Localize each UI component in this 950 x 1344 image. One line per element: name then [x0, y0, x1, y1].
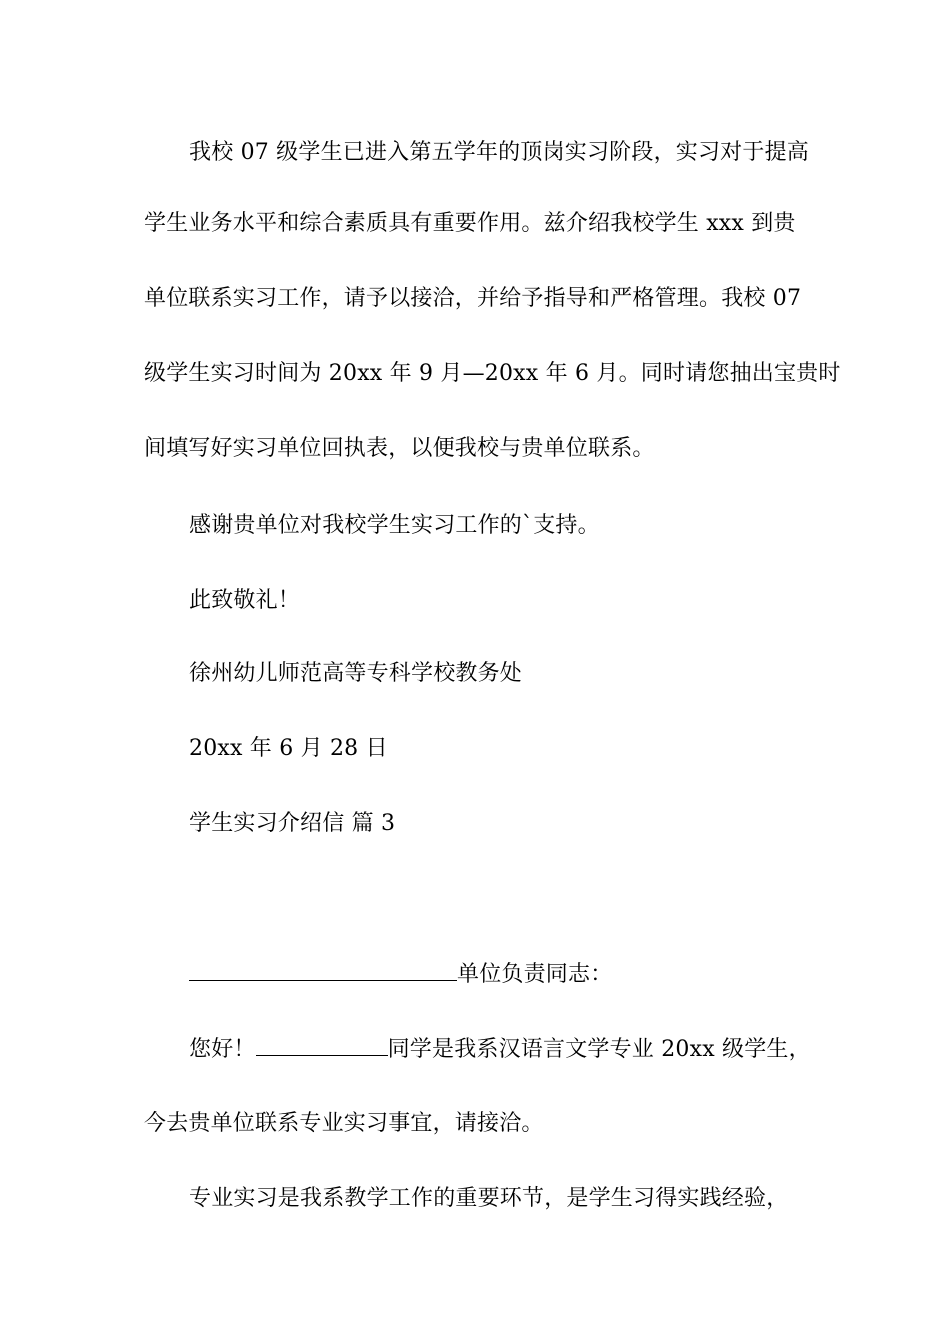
- closing-line: 此致敬礼！: [189, 588, 301, 613]
- student-name-blank[interactable]: [256, 1035, 388, 1056]
- signature-line: 徐州幼儿师范高等专科学校教务处: [189, 661, 523, 686]
- greeting-suffix: 同学是我系汉语言文学专业 20xx 级学生，: [387, 1037, 811, 1062]
- thanks-line: 感谢贵单位对我校学生实习工作的`支持。: [189, 513, 600, 538]
- salutation-text: 单位负责同志：: [457, 962, 613, 987]
- body-line-4: 级学生实习时间为 20xx 年 9 月—20xx 年 6 月。同时请您抽出宝贵时: [144, 361, 841, 386]
- greeting-prefix: 您好！: [189, 1037, 256, 1062]
- greeting-line: [189, 1035, 811, 1064]
- section-title: 学生实习介绍信 篇 3: [189, 811, 396, 836]
- salutation-line: [189, 960, 612, 989]
- last-paragraph-line: 专业实习是我系教学工作的重要环节，是学生习得实践经验，: [189, 1186, 789, 1211]
- body-line-1: 我校 07 级学生已进入第五学年的顶岗实习阶段，实习对于提高: [189, 140, 809, 165]
- body-line-5: 间填写好实习单位回执表，以便我校与贵单位联系。: [144, 436, 655, 461]
- date-line: 20xx 年 6 月 28 日: [189, 736, 388, 761]
- greeting-line-2: 今去贵单位联系专业实习事宜，请接洽。: [144, 1111, 544, 1136]
- unit-name-blank[interactable]: [189, 960, 457, 981]
- body-line-2: 学生业务水平和综合素质具有重要作用。兹介绍我校学生 xxx 到贵: [144, 211, 796, 236]
- body-line-3: 单位联系实习工作，请予以接洽，并给予指导和严格管理。我校 07: [144, 286, 802, 311]
